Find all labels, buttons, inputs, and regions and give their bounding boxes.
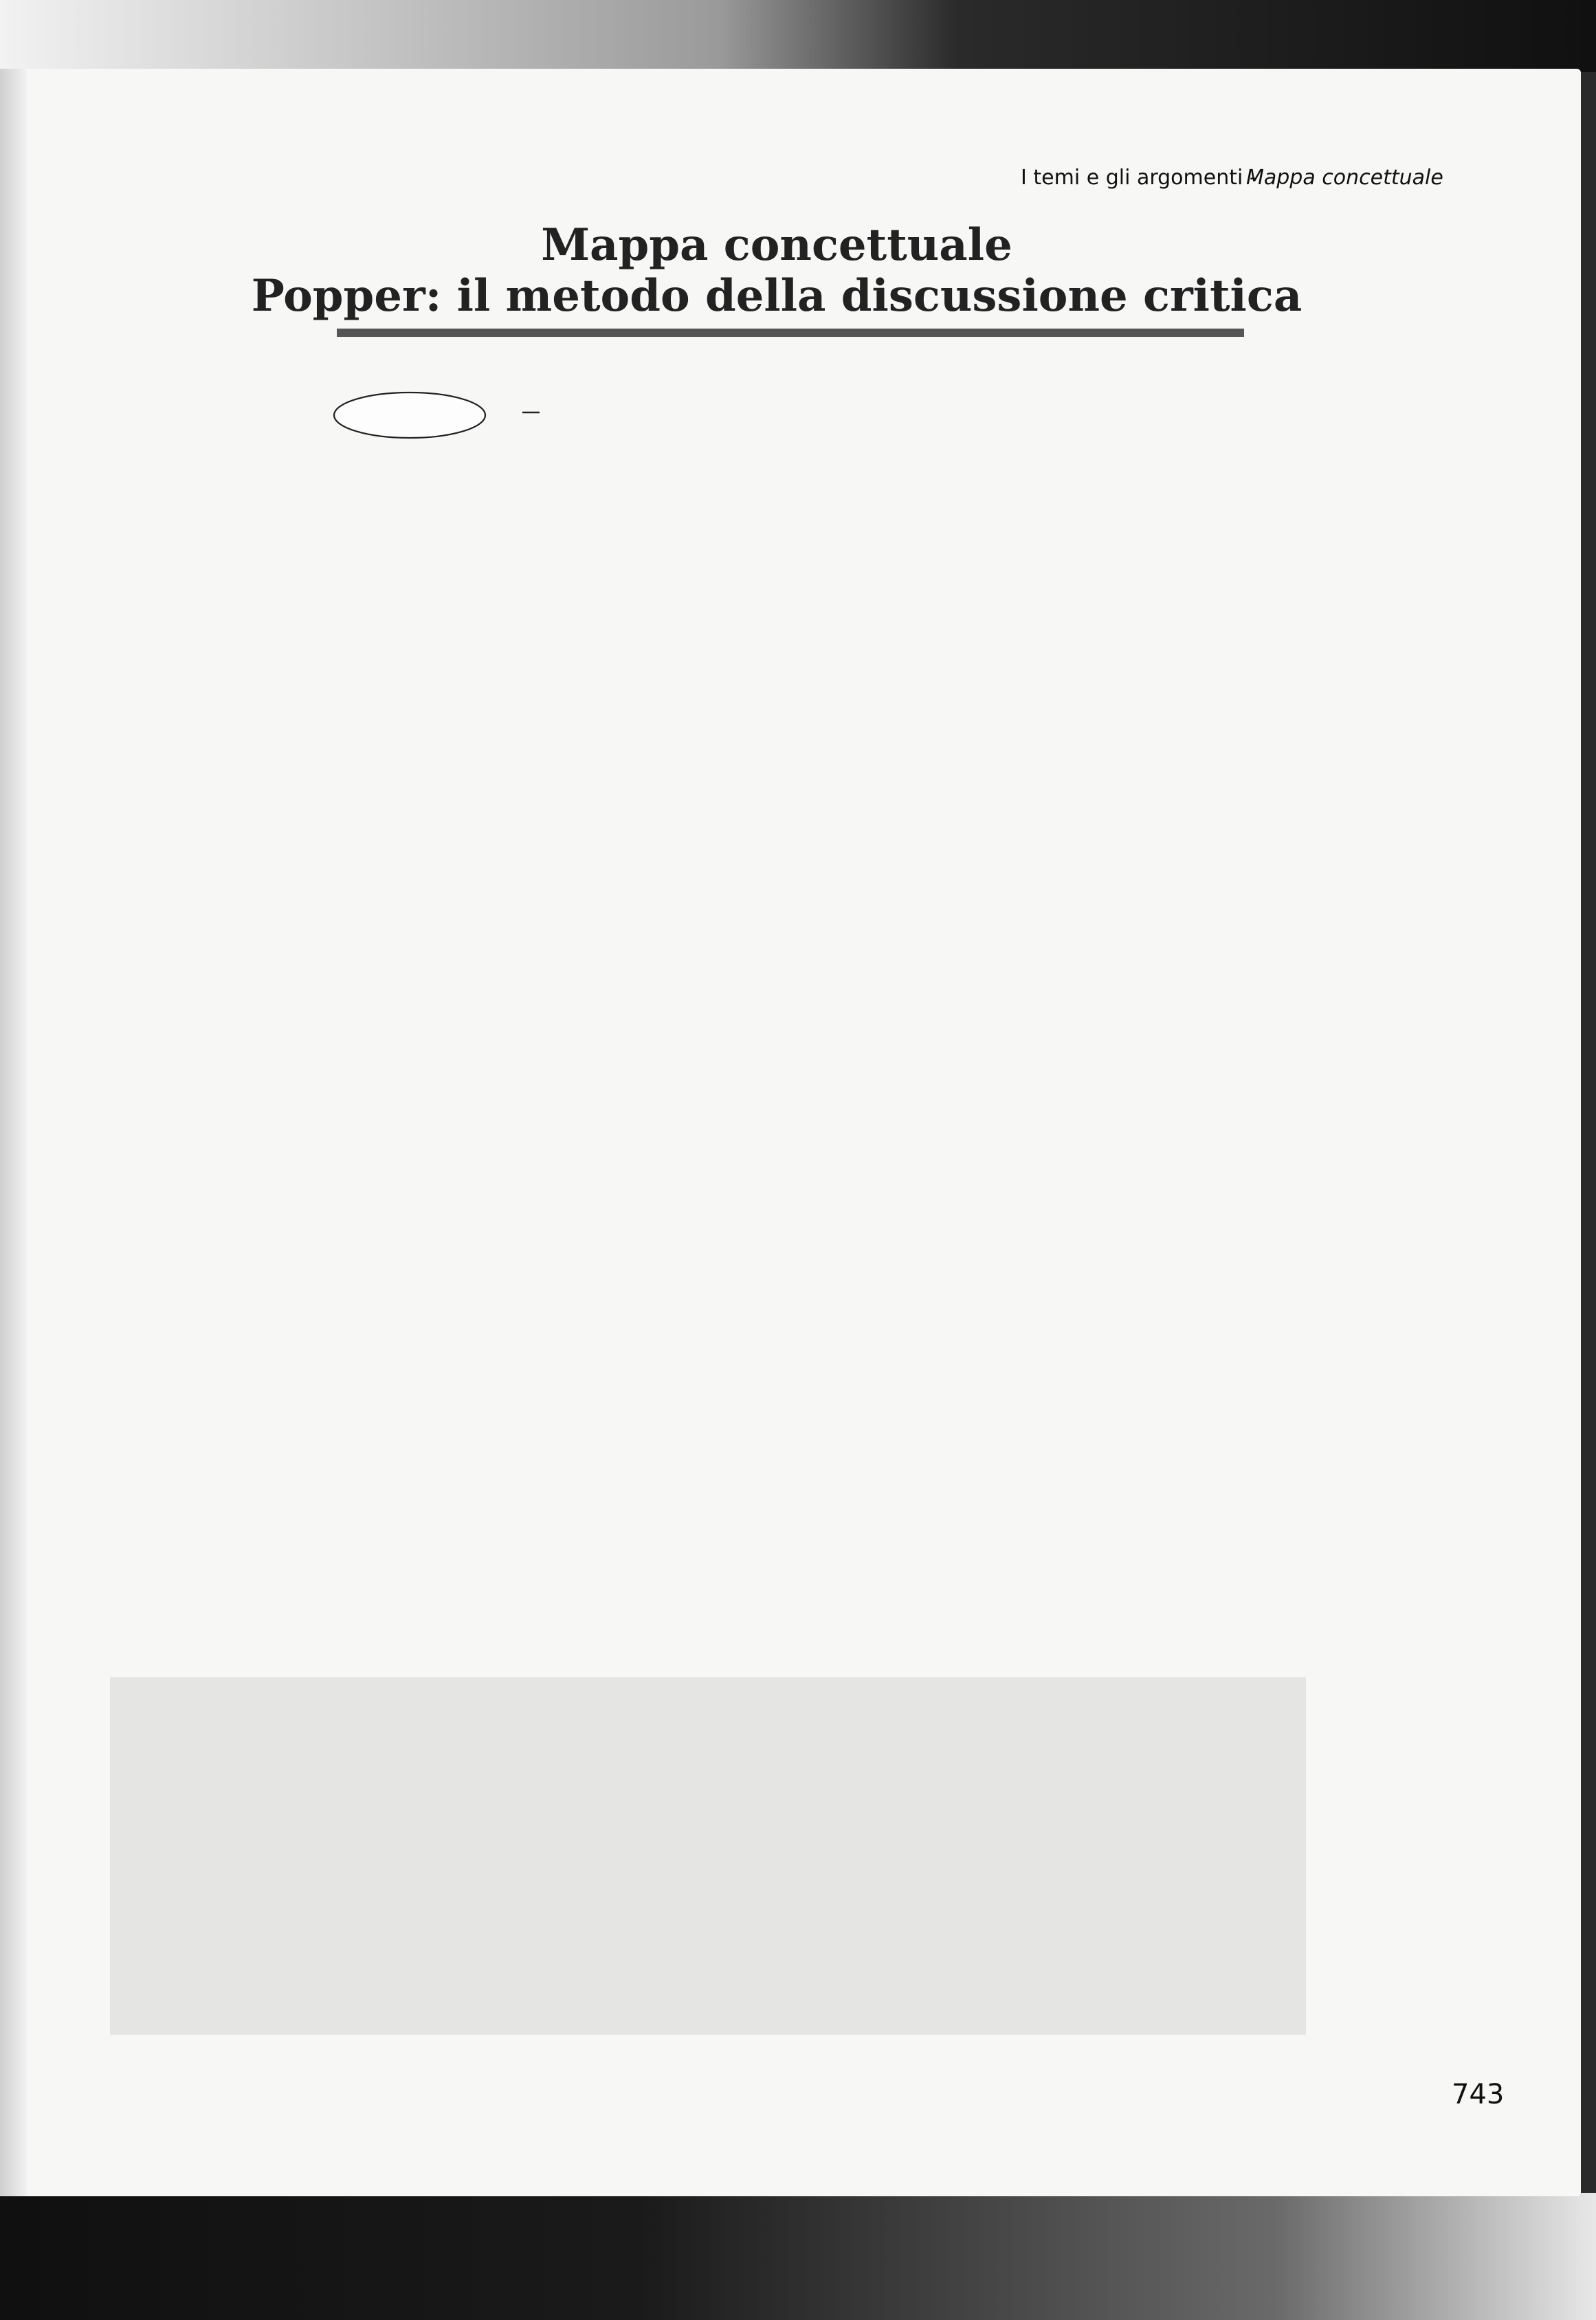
running-head: I temi e gli argomenti -	[1021, 166, 1257, 190]
title-underline	[337, 329, 1244, 337]
node-popper	[334, 393, 485, 438]
title-line-2: Popper: il metodo della discussione critica	[251, 270, 1303, 322]
page-number: 743	[1452, 2079, 1505, 2110]
node-ellipse	[334, 393, 485, 438]
title-line-1: Mappa concettuale	[541, 219, 1012, 271]
running-head-italic: Mappa concettuale	[1246, 166, 1443, 190]
